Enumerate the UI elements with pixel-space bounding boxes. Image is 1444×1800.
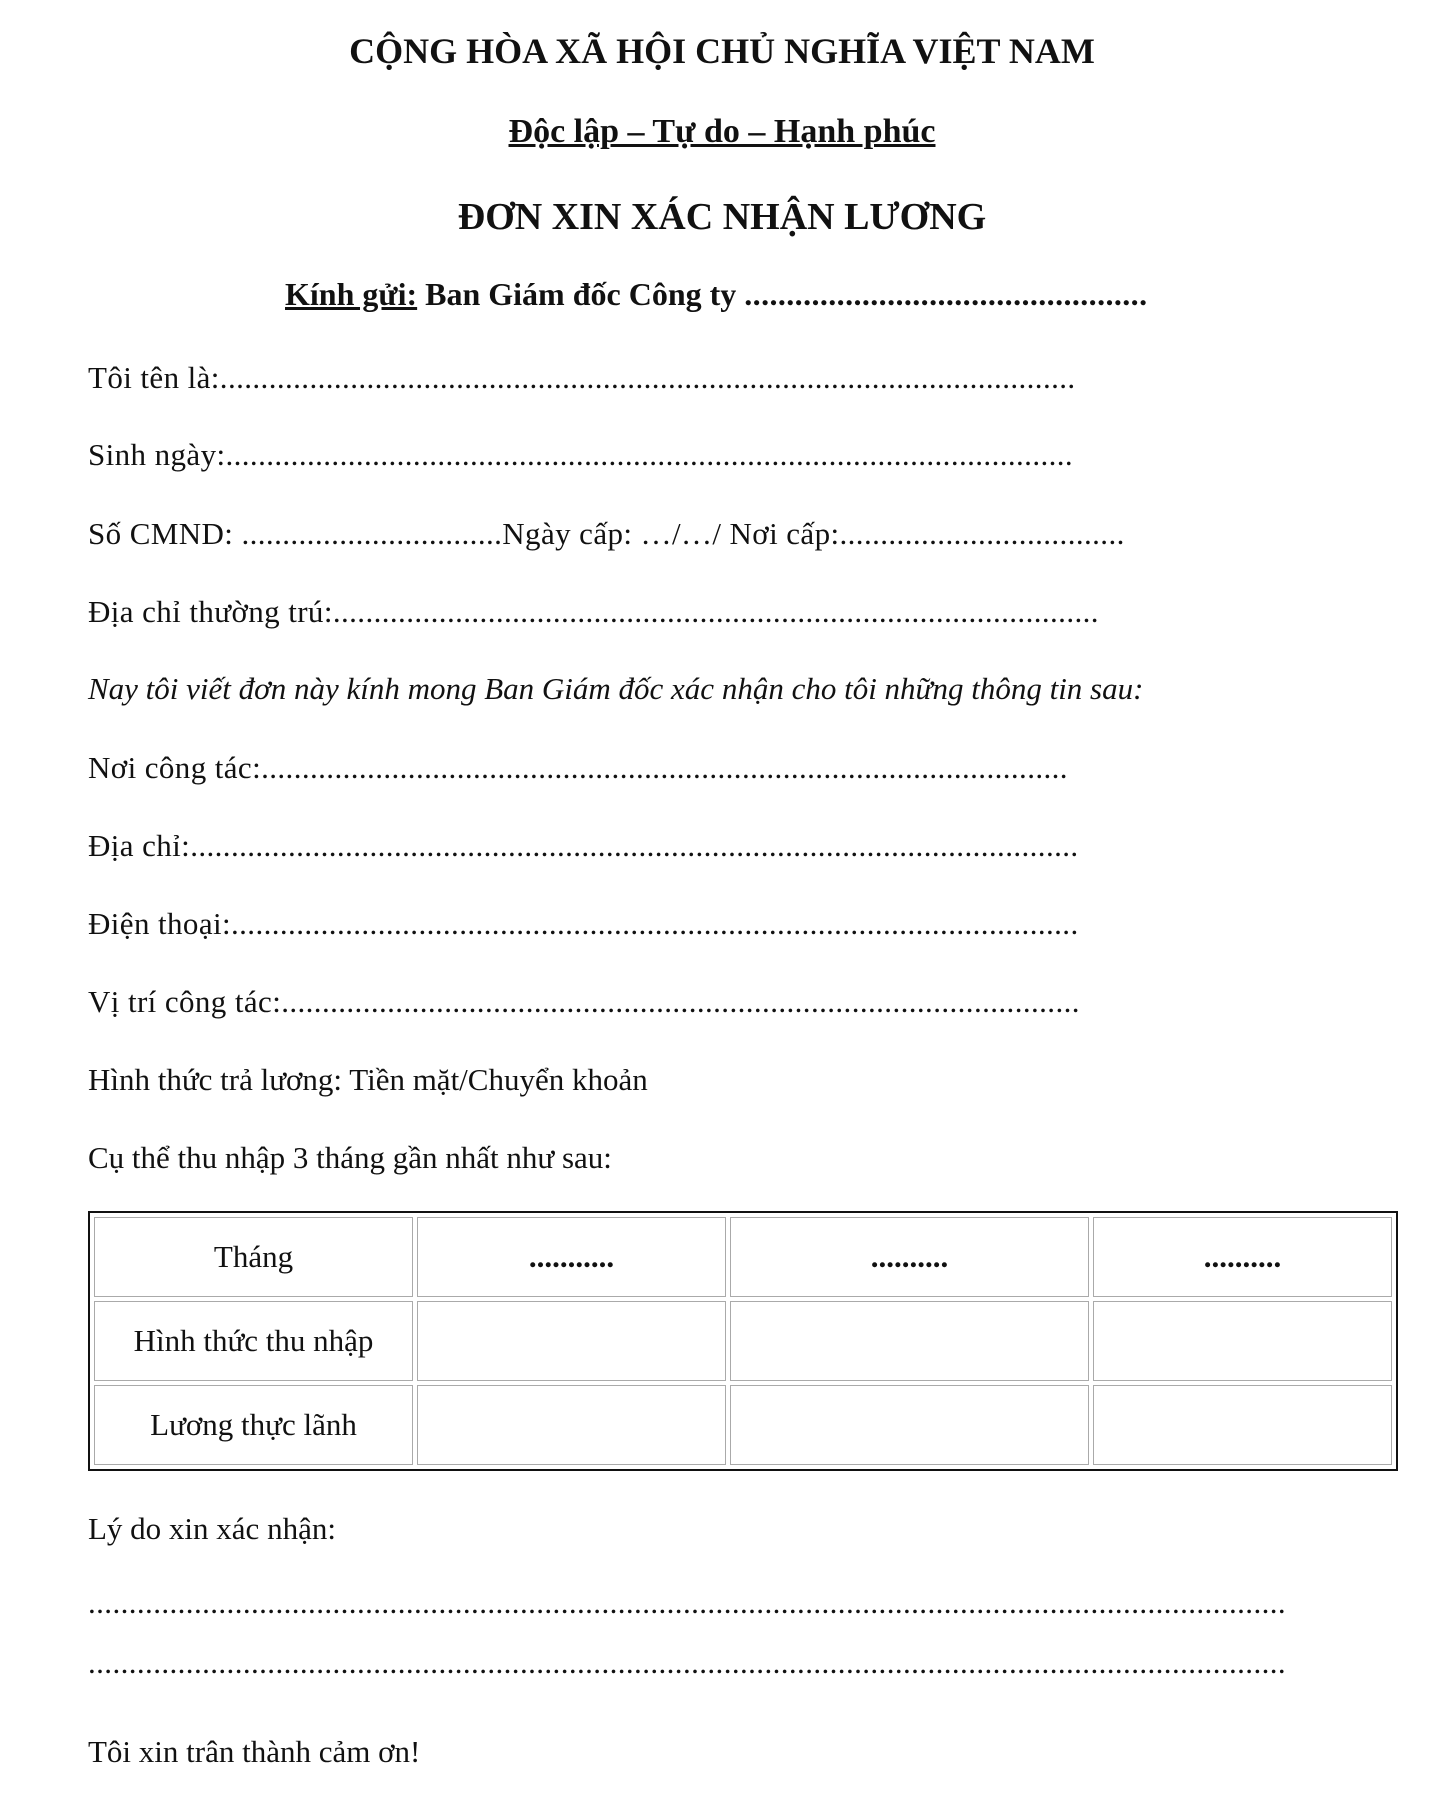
- motto-heading: Độc lập – Tự do – Hạnh phúc: [508, 113, 936, 150]
- dob-field[interactable]: Sinh ngày:........................................................................................................: [88, 437, 1074, 472]
- header-month-1[interactable]: ...........: [417, 1217, 726, 1297]
- net-salary-cell-1[interactable]: [417, 1385, 726, 1465]
- income-table: [88, 1211, 1398, 1471]
- closing-line: Tôi xin trân thành cảm ơn!: [88, 1734, 421, 1769]
- pay-method-field: Hình thức trả lương: Tiền mặt/Chuyển khoản: [88, 1062, 648, 1097]
- row-label-net-salary: Lương thực lãnh: [94, 1385, 413, 1465]
- permanent-address-field[interactable]: Địa chỉ thường trú:..............................................................................................: [88, 594, 1099, 629]
- income-type-cell-3[interactable]: [1093, 1301, 1392, 1381]
- reason-line-1[interactable]: ...................................................................................................................................................: [88, 1585, 1287, 1620]
- row-label-income-type: Hình thức thu nhập: [94, 1301, 413, 1381]
- phone-field[interactable]: Điện thoại:........................................................................................................: [88, 906, 1079, 941]
- position-field[interactable]: Vị trí công tác:..................................................................................................: [88, 984, 1080, 1019]
- header-month-3[interactable]: ..........: [1093, 1217, 1392, 1297]
- name-field[interactable]: Tôi tên là:.........................................................................................................: [88, 360, 1076, 395]
- income-type-cell-2[interactable]: [730, 1301, 1089, 1381]
- nation-heading: CỘNG HÒA XÃ HỘI CHỦ NGHĨA VIỆT NAM: [349, 31, 1095, 71]
- reason-label: Lý do xin xác nhận:: [88, 1511, 336, 1546]
- header-month-2[interactable]: ..........: [730, 1217, 1089, 1297]
- header-month-label: Tháng: [94, 1217, 413, 1297]
- table-row: [94, 1385, 1392, 1465]
- net-salary-cell-2[interactable]: [730, 1385, 1089, 1465]
- id-card-field[interactable]: Số CMND: ................................Ngày cấp: …/…/ Nơi cấp:...................................: [88, 516, 1125, 551]
- income-type-cell-1[interactable]: [417, 1301, 726, 1381]
- workplace-field[interactable]: Nơi công tác:...................................................................................................: [88, 750, 1068, 785]
- recipient-text: Ban Giám đốc Công ty: [417, 276, 745, 312]
- recipient-blank[interactable]: ................................................: [744, 276, 1148, 312]
- table-row: [94, 1301, 1392, 1381]
- income-intro: Cụ thể thu nhập 3 tháng gần nhất như sau:: [88, 1140, 612, 1175]
- recipient-label: Kính gửi:: [285, 276, 418, 312]
- document-title: ĐƠN XIN XÁC NHẬN LƯƠNG: [457, 196, 987, 238]
- recipient-line: [285, 276, 1147, 313]
- request-statement: Nay tôi viết đơn này kính mong Ban Giám đốc xác nhận cho tôi những thông tin sau:: [88, 671, 1144, 706]
- net-salary-cell-3[interactable]: [1093, 1385, 1392, 1465]
- reason-line-2[interactable]: ...................................................................................................................................................: [88, 1645, 1287, 1680]
- address-field[interactable]: Địa chỉ:.............................................................................................................: [88, 828, 1079, 863]
- table-header-row: [94, 1217, 1392, 1297]
